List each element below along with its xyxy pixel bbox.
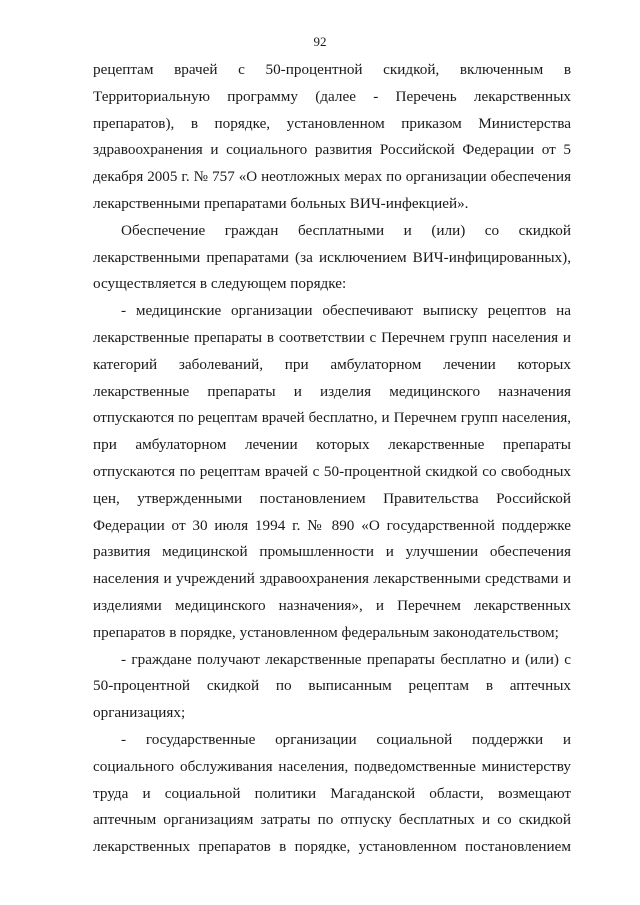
text-line: труда и социальной политики Магаданской области, возмещают bbox=[93, 784, 571, 802]
text-line: населения и учреждений здравоохранения лекарственными средствами и bbox=[93, 570, 571, 588]
text-line: лекарственные препараты в соответствии с Перечнем групп населения и bbox=[93, 328, 571, 346]
text-line: лекарственными препаратами (за исключением ВИЧ-инфицированных), bbox=[93, 248, 571, 266]
text-line: развития медицинской промышленности и улучшении обеспечения bbox=[93, 543, 571, 561]
text-line: декабря 2005 г. № 757 «О неотложных мерах по организации обеспечения bbox=[93, 169, 571, 186]
text-line: осуществляется в следующем порядке: bbox=[93, 275, 347, 293]
text-line: организациях; bbox=[93, 704, 186, 722]
text-line: - граждане получают лекарственные препараты бесплатно и (или) с bbox=[121, 650, 571, 668]
text-line: лекарственные препараты и изделия медицинского назначения bbox=[93, 382, 571, 400]
text-line: здравоохранения и социального развития Российской Федерации от 5 bbox=[93, 141, 571, 159]
text-line: цен, утвержденными постановлением Правительства Российской bbox=[93, 489, 571, 507]
text-line: 50-процентной скидкой по выписанным рецептам в аптечных bbox=[93, 677, 571, 695]
text-line: рецептам врачей с 50-процентной скидкой, включенным в bbox=[93, 61, 571, 78]
text-line: изделиями медицинского назначения», и Перечнем лекарственных bbox=[93, 596, 571, 614]
text-line: препаратов), в порядке, установленном приказом Министерства bbox=[93, 114, 571, 132]
text-line: аптечным организациям затраты по отпуску бесплатных и со скидкой bbox=[93, 811, 571, 829]
text-line: - государственные организации социальной поддержки и bbox=[121, 730, 571, 748]
text-line: социального обслуживания населения, подведомственные министерству bbox=[93, 757, 571, 775]
text-line: препаратов в порядке, установленном федеральным законодательством; bbox=[93, 623, 559, 641]
text-line: при амбулаторном лечении которых лекарственные препараты bbox=[93, 436, 571, 454]
text-line: - медицинские организации обеспечивают выписку рецептов на bbox=[121, 302, 571, 320]
text-line: отпускаются по рецептам врачей бесплатно, и Перечнем групп населения, bbox=[93, 410, 571, 427]
text-line: отпускаются по рецептам врачей с 50-процентной скидкой со свободных bbox=[93, 462, 571, 480]
text-line: лекарственных препаратов в порядке, установленном постановлением bbox=[93, 838, 571, 856]
text-line: Федерации от 30 июля 1994 г. № 890 «О государственной поддержке bbox=[93, 516, 571, 534]
page-number: 92 bbox=[313, 34, 327, 49]
text-line: Территориальную программу (далее - Перечень лекарственных bbox=[93, 87, 571, 105]
text-line: категорий заболеваний, при амбулаторном лечении которых bbox=[93, 355, 571, 373]
text-line: Обеспечение граждан бесплатными и (или) со скидкой bbox=[121, 221, 571, 239]
text-line: лекарственными препаратами больных ВИЧ-инфекцией». bbox=[93, 194, 469, 212]
document-body bbox=[93, 57, 571, 861]
